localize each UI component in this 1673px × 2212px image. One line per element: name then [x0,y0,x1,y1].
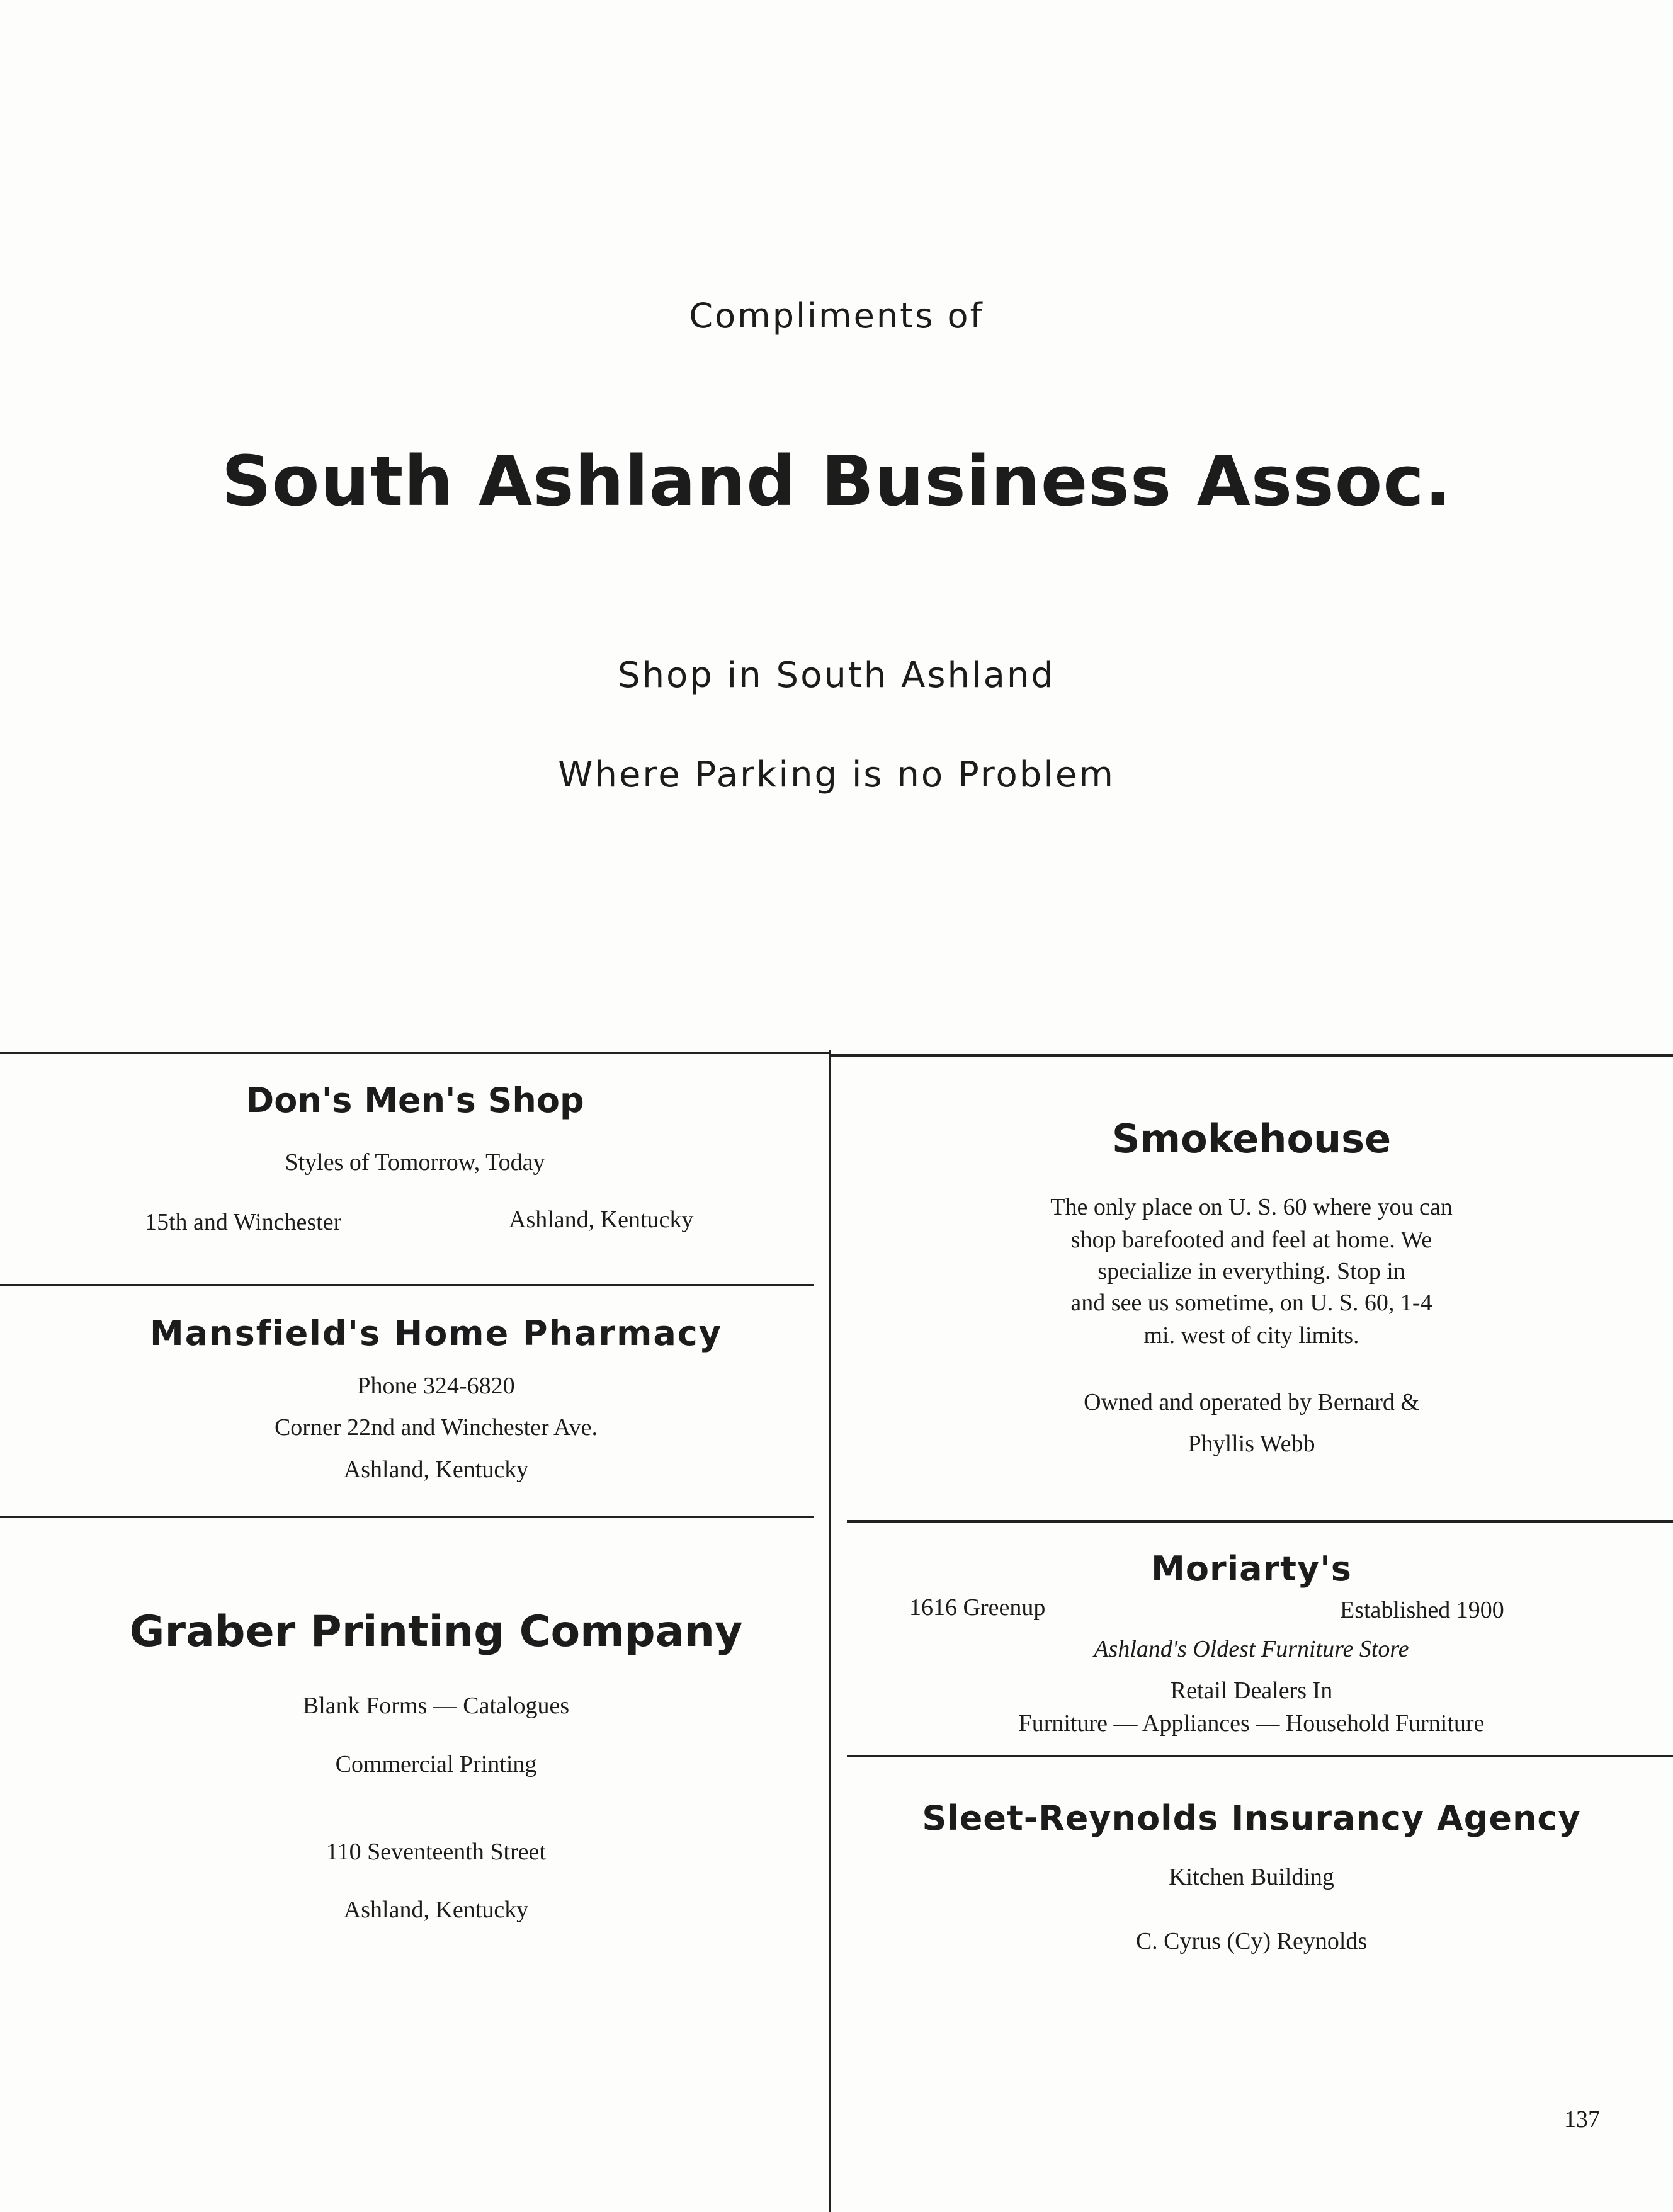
right-rule-1 [847,1520,1673,1523]
ad-name: Sleet-Reynolds Insurancy Agency [922,1798,1581,1838]
ad-address: Corner 22nd and Winchester Ave. [274,1414,598,1441]
left-rule-1 [0,1284,814,1286]
ad-name: Don's Men's Shop [246,1080,584,1120]
ad-desc-line: and see us sometime, on U. S. 60, 1-4 [1070,1290,1432,1316]
ad-name: Moriarty's [1151,1549,1352,1589]
ad-name: Graber Printing Company [129,1607,743,1657]
ad-city: Ashland, Kentucky [343,1456,529,1483]
ad-name: Mansfield's Home Pharmacy [149,1313,723,1353]
ad-desc-line: specialize in everything. Stop in [1097,1258,1405,1285]
ad-address: 110 Seventeenth Street [326,1839,546,1865]
right-rule-2 [847,1755,1673,1757]
ad-person: C. Cyrus (Cy) Reynolds [1135,1928,1368,1954]
ad-desc-line: shop barefooted and feel at home. We [1070,1227,1432,1253]
ad-slogan: Styles of Tomorrow, Today [285,1149,545,1176]
ad-building: Kitchen Building [1169,1864,1334,1890]
tagline-parking: Where Parking is no Problem [558,754,1115,795]
tagline-shop: Shop in South Ashland [618,655,1055,696]
ad-desc-line: The only place on U. S. 60 where you can [1050,1194,1453,1220]
page-title: South Ashland Business Assoc. [221,441,1452,521]
ad-owners-line: Phyllis Webb [1188,1431,1315,1457]
ad-slogan: Ashland's Oldest Furniture Store [1094,1636,1409,1662]
ad-address: 1616 Greenup [909,1594,1046,1621]
top-rule-left [0,1052,830,1054]
ad-city: Ashland, Kentucky [343,1897,529,1923]
top-rule-right [830,1054,1673,1057]
ad-line-commercial: Commercial Printing [335,1751,537,1778]
ad-line-goods: Furniture — Appliances — Household Furniture [1018,1710,1485,1737]
ad-owners-line: Owned and operated by Bernard & [1084,1389,1419,1415]
ad-desc-line: mi. west of city limits. [1143,1322,1359,1349]
compliments-line: Compliments of [689,296,984,336]
ad-phone: Phone 324-6820 [357,1373,515,1399]
left-rule-2 [0,1516,814,1518]
page-number: 137 [1564,2106,1600,2133]
ad-city: Ashland, Kentucky [509,1206,694,1233]
ad-line-dealers: Retail Dealers In [1170,1677,1333,1704]
ad-line-forms: Blank Forms — Catalogues [302,1693,570,1719]
ad-name: Smokehouse [1111,1116,1392,1162]
ad-address: 15th and Winchester [145,1209,342,1235]
ad-established: Established 1900 [1340,1597,1504,1623]
